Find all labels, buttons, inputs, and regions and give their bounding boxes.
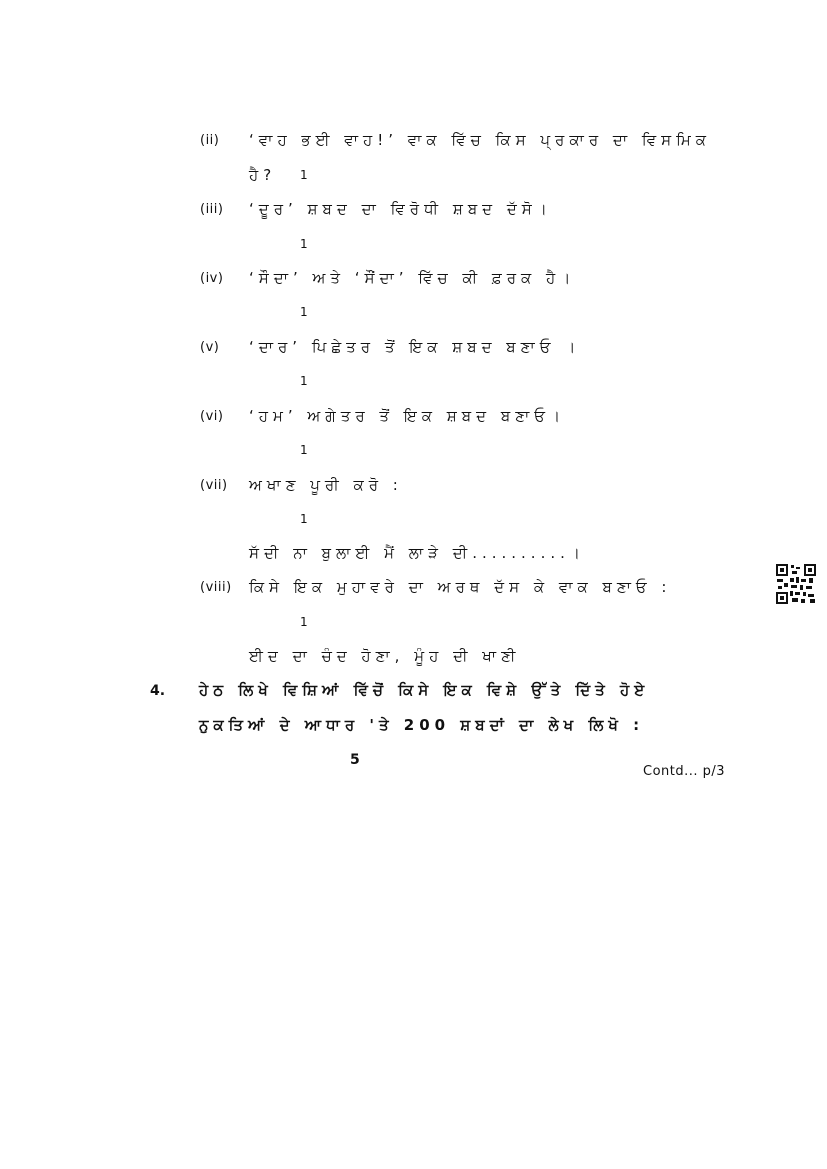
qr-code-icon — [776, 564, 816, 604]
item-text-v: ‘ਦਾਰ’ ਪਿਛੇਤਰ ਤੋਂ ਇਕ ਸ਼ਬਦ ਬਣਾਓ । — [249, 338, 581, 356]
item-marks-iii: 1 — [300, 237, 308, 251]
item-text-vii-proverb: ਸੱਦੀ ਨਾ ਬੁਲਾਈ ਮੈਂ ਲਾੜੇ ਦੀ..........। — [249, 544, 585, 562]
question-text-line1: ਹੇਠ ਲਿਖੇ ਵਿਸ਼ਿਆਂ ਵਿੱਚੋਂ ਕਿਸੇ ਇਕ ਵਿਸ਼ੇ ਉੱਤੇ ਦਿੱਤੇ ਹੋਏ — [199, 681, 650, 699]
item-label-iv: (iv) — [200, 271, 224, 286]
item-label-viii: (viii) — [200, 580, 232, 595]
item-marks-iv: 1 — [300, 305, 308, 319]
item-text-iii: ‘ਦੂਰ’ ਸ਼ਬਦ ਦਾ ਵਿਰੋਧੀ ਸ਼ਬਦ ਦੱਸੋ। — [249, 200, 552, 218]
page-continuation: Contd... p/3 — [643, 764, 726, 779]
item-label-ii: (ii) — [200, 133, 220, 148]
question-number: 4. — [150, 683, 166, 699]
item-marks-v: 1 — [300, 374, 308, 388]
item-label-iii: (iii) — [200, 202, 224, 217]
item-text-vi: ‘ਹਮ’ ਅਗੇਤਰ ਤੋਂ ਇਕ ਸ਼ਬਦ ਬਣਾਓ। — [249, 407, 566, 425]
item-text-viii: ਕਿਸੇ ਇਕ ਮੁਹਾਵਰੇ ਦਾ ਅਰਥ ਦੱਸ ਕੇ ਵਾਕ ਬਣਾਓ : — [249, 578, 672, 596]
item-marks-vii: 1 — [300, 512, 308, 526]
item-marks-viii: 1 — [300, 615, 308, 629]
item-text-ii: ‘ਵਾਹ ਭਈ ਵਾਹ!’ ਵਾਕ ਵਿੱਚ ਕਿਸ ਪ੍ਰਕਾਰ ਦਾ ਵਿਸਮਿਕ — [249, 131, 712, 149]
question-marks: 5 — [350, 752, 360, 768]
item-text-iv: ‘ਸੌਦਾ’ ਅਤੇ ‘ਸੌਂਦਾ’ ਵਿੱਚ ਕੀ ਫ਼ਰਕ ਹੈ। — [249, 269, 576, 287]
item-text-viii-idioms: ਈਦ ਦਾ ਚੰਦ ਹੋਣਾ, ਮੂੰਹ ਦੀ ਖਾਣੀ — [249, 647, 521, 665]
item-label-vi: (vi) — [200, 409, 224, 424]
item-text-ii-cont: ਹੈ? — [249, 166, 277, 184]
item-label-v: (v) — [200, 340, 220, 355]
item-marks-ii: 1 — [300, 168, 308, 182]
item-label-vii: (vii) — [200, 478, 228, 493]
item-marks-vi: 1 — [300, 443, 308, 457]
question-text-line2: ਨੁਕਤਿਆਂ ਦੇ ਆਧਾਰ 'ਤੇ 200 ਸ਼ਬਦਾਂ ਦਾ ਲੇਖ ਲਿਖੋ : — [199, 716, 645, 734]
item-text-vii: ਅਖਾਣ ਪੂਰੀ ਕਰੋ : — [249, 476, 403, 494]
